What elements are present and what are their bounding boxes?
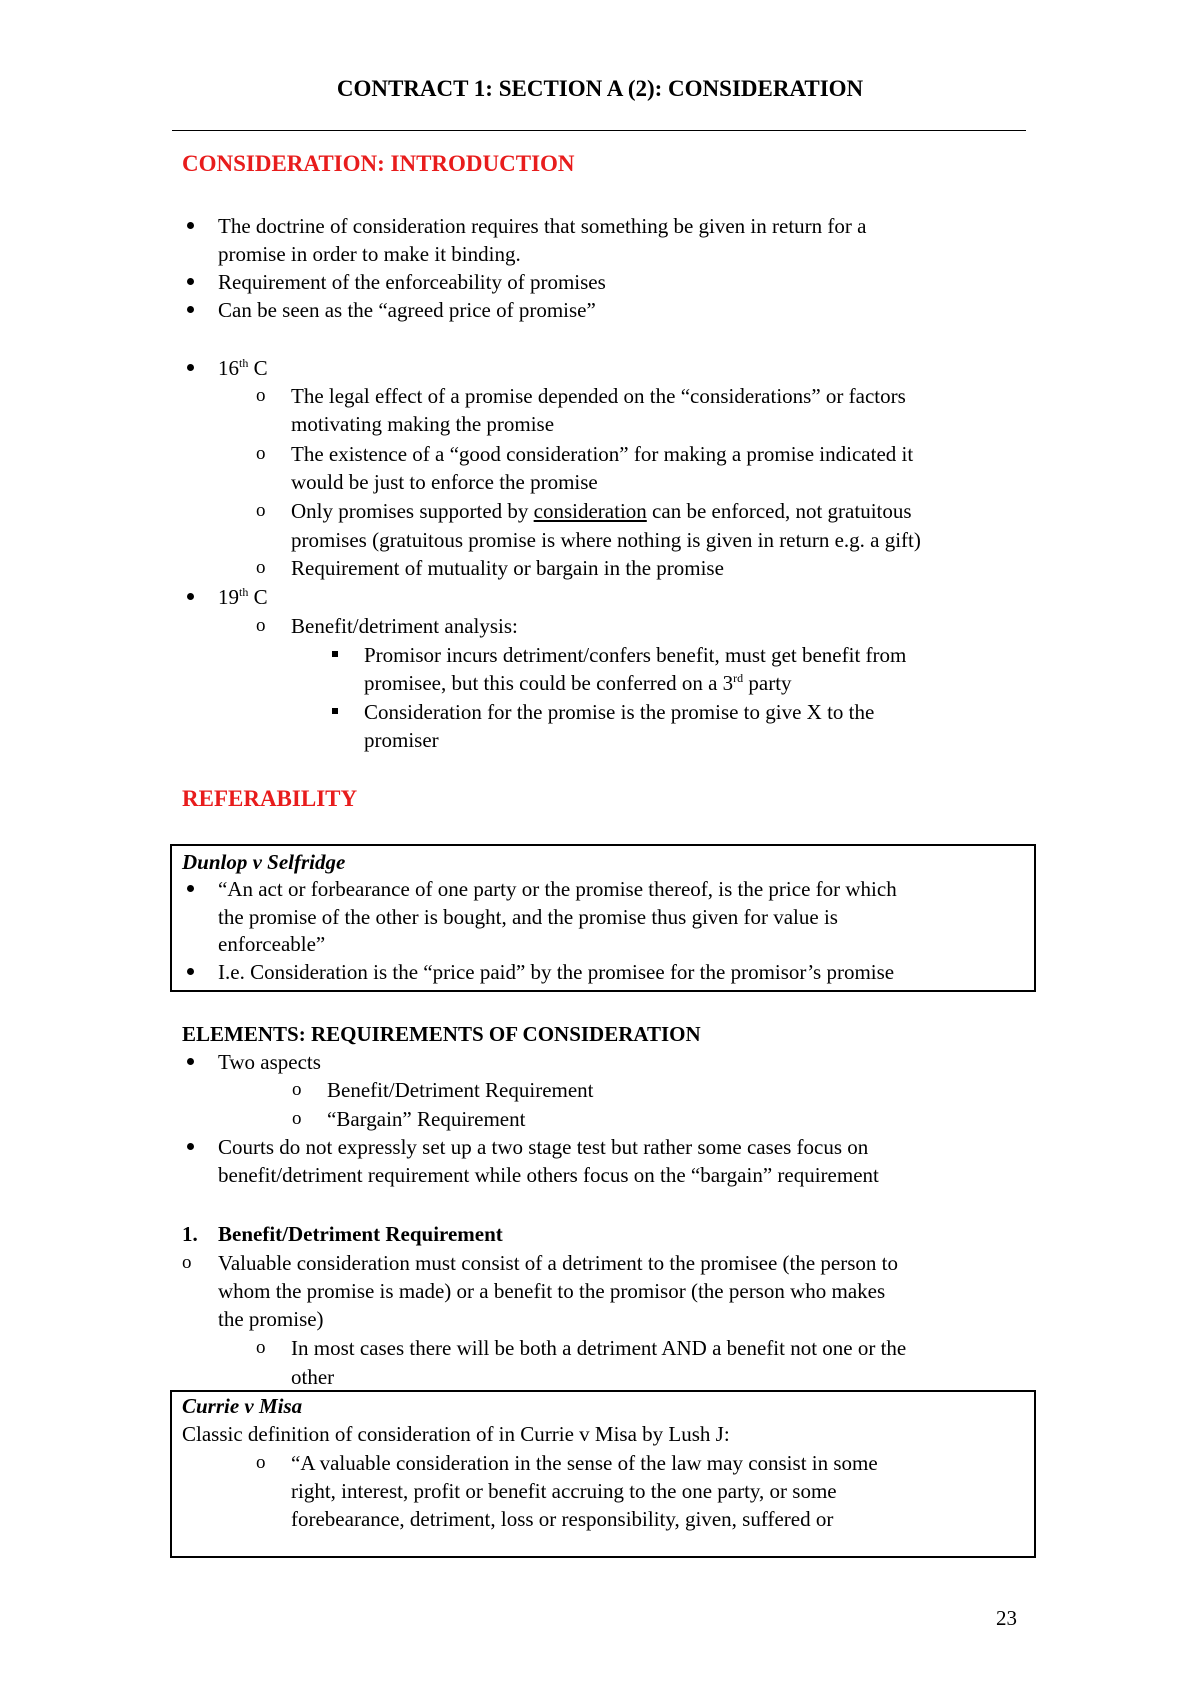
intro-bullet-3: Can be seen as the “agreed price of promise” [218,298,596,322]
benefit-para-line-3: the promise) [218,1307,324,1331]
title-underline [172,130,1026,131]
c19-subpoint-1-line-1: Promisor incurs detriment/confers benefit, must get benefit from [364,643,907,667]
circle-bullet: o [256,500,266,521]
circle-bullet: o [292,1108,302,1129]
currie-intro: Classic definition of consideration of in Currie v Misa by Lush J: [182,1422,730,1446]
bullet-dot [187,1143,194,1150]
nineteenth-century-label: 19th C [218,585,268,609]
c16-point-1-line-1: The legal effect of a promise depended on the “considerations” or factors [291,384,906,408]
dunlop-ie: I.e. Consideration is the “price paid” by the promisee for the promisor’s promise [218,960,895,984]
bullet-dot [187,306,194,313]
elements-bullet-1: Two aspects [218,1050,321,1074]
dunlop-quote-line-1: “An act or forbearance of one party or the promise thereof, is the price for which [218,877,897,901]
elements-heading: ELEMENTS: REQUIREMENTS OF CONSIDERATION [182,1022,701,1046]
currie-quote-line-2: right, interest, profit or benefit accruing to the one party, or some [291,1479,837,1503]
benefit-number: 1. [182,1222,198,1246]
square-bullet [332,651,338,657]
page-title: CONTRACT 1: SECTION A (2): CONSIDERATION [336,76,864,101]
c16-point-3-line-2: promises (gratuitous promise is where nothing is given in return e.g. a gift) [291,528,921,552]
circle-bullet: o [256,1452,266,1473]
elements-sub-2: “Bargain” Requirement [327,1107,526,1131]
circle-bullet: o [256,615,266,636]
c19-point-1: Benefit/detriment analysis: [291,614,518,638]
bullet-dot [187,593,194,600]
benefit-sub-line-2: other [291,1365,335,1389]
elements-bullet-2-line-2: benefit/detriment requirement while others focus on the “bargain” requirement [218,1163,879,1187]
bullet-dot [187,1058,194,1065]
c16-point-1-line-2: motivating making the promise [291,412,555,436]
c16-point-2-line-1: The existence of a “good consideration” for making a promise indicated it [291,442,914,466]
bullet-dot [187,364,194,371]
square-bullet [332,708,338,714]
page-number: 23 [996,1606,1017,1630]
referability-heading: REFERABILITY [182,786,358,811]
dunlop-quote-line-3: enforceable” [218,932,326,956]
c19-subpoint-1-line-2: promisee, but this could be conferred on a 3rd party [364,671,792,695]
bullet-dot [187,278,194,285]
sixteenth-century-label: 16th C [218,356,268,380]
benefit-sub-line-1: In most cases there will be both a detriment AND a benefit not one or the [291,1336,907,1360]
circle-bullet: o [182,1252,192,1273]
c16-point-2-line-2: would be just to enforce the promise [291,470,598,494]
dunlop-case-title: Dunlop v Selfridge [182,850,346,874]
bullet-dot [187,885,194,892]
currie-case-title: Currie v Misa [182,1394,303,1418]
circle-bullet: o [256,385,266,406]
intro-heading: CONSIDERATION: INTRODUCTION [182,151,575,176]
dunlop-quote-line-2: the promise of the other is bought, and the promise thus given for value is [218,905,838,929]
circle-bullet: o [256,557,266,578]
currie-quote-line-3: forebearance, detriment, loss or responsibility, given, suffered or [291,1507,834,1531]
benefit-para-line-1: Valuable consideration must consist of a detriment to the promisee (the person to [218,1251,898,1275]
currie-quote-line-1: “A valuable consideration in the sense of the law may consist in some [291,1451,878,1475]
c19-subpoint-2-line-1: Consideration for the promise is the promise to give X to the [364,700,875,724]
c16-point-4: Requirement of mutuality or bargain in the promise [291,556,724,580]
circle-bullet: o [256,443,266,464]
c19-subpoint-2-line-2: promiser [364,728,439,752]
elements-sub-1: Benefit/Detriment Requirement [327,1078,594,1102]
elements-bullet-2-line-1: Courts do not expressly set up a two stage test but rather some cases focus on [218,1135,869,1159]
circle-bullet: o [256,1337,266,1358]
intro-bullet-1-line-1: The doctrine of consideration requires that something be given in return for a [218,214,867,238]
c16-point-3-line-1: Only promises supported by consideration can be enforced, not gratuitous [291,499,912,523]
intro-bullet-1-line-2: promise in order to make it binding. [218,242,521,266]
bullet-dot [187,968,194,975]
circle-bullet: o [292,1079,302,1100]
intro-bullet-2: Requirement of the enforceability of promises [218,270,606,294]
benefit-para-line-2: whom the promise is made) or a benefit to the promisor (the person who makes [218,1279,886,1303]
benefit-heading: Benefit/Detriment Requirement [218,1222,503,1246]
bullet-dot [187,222,194,229]
